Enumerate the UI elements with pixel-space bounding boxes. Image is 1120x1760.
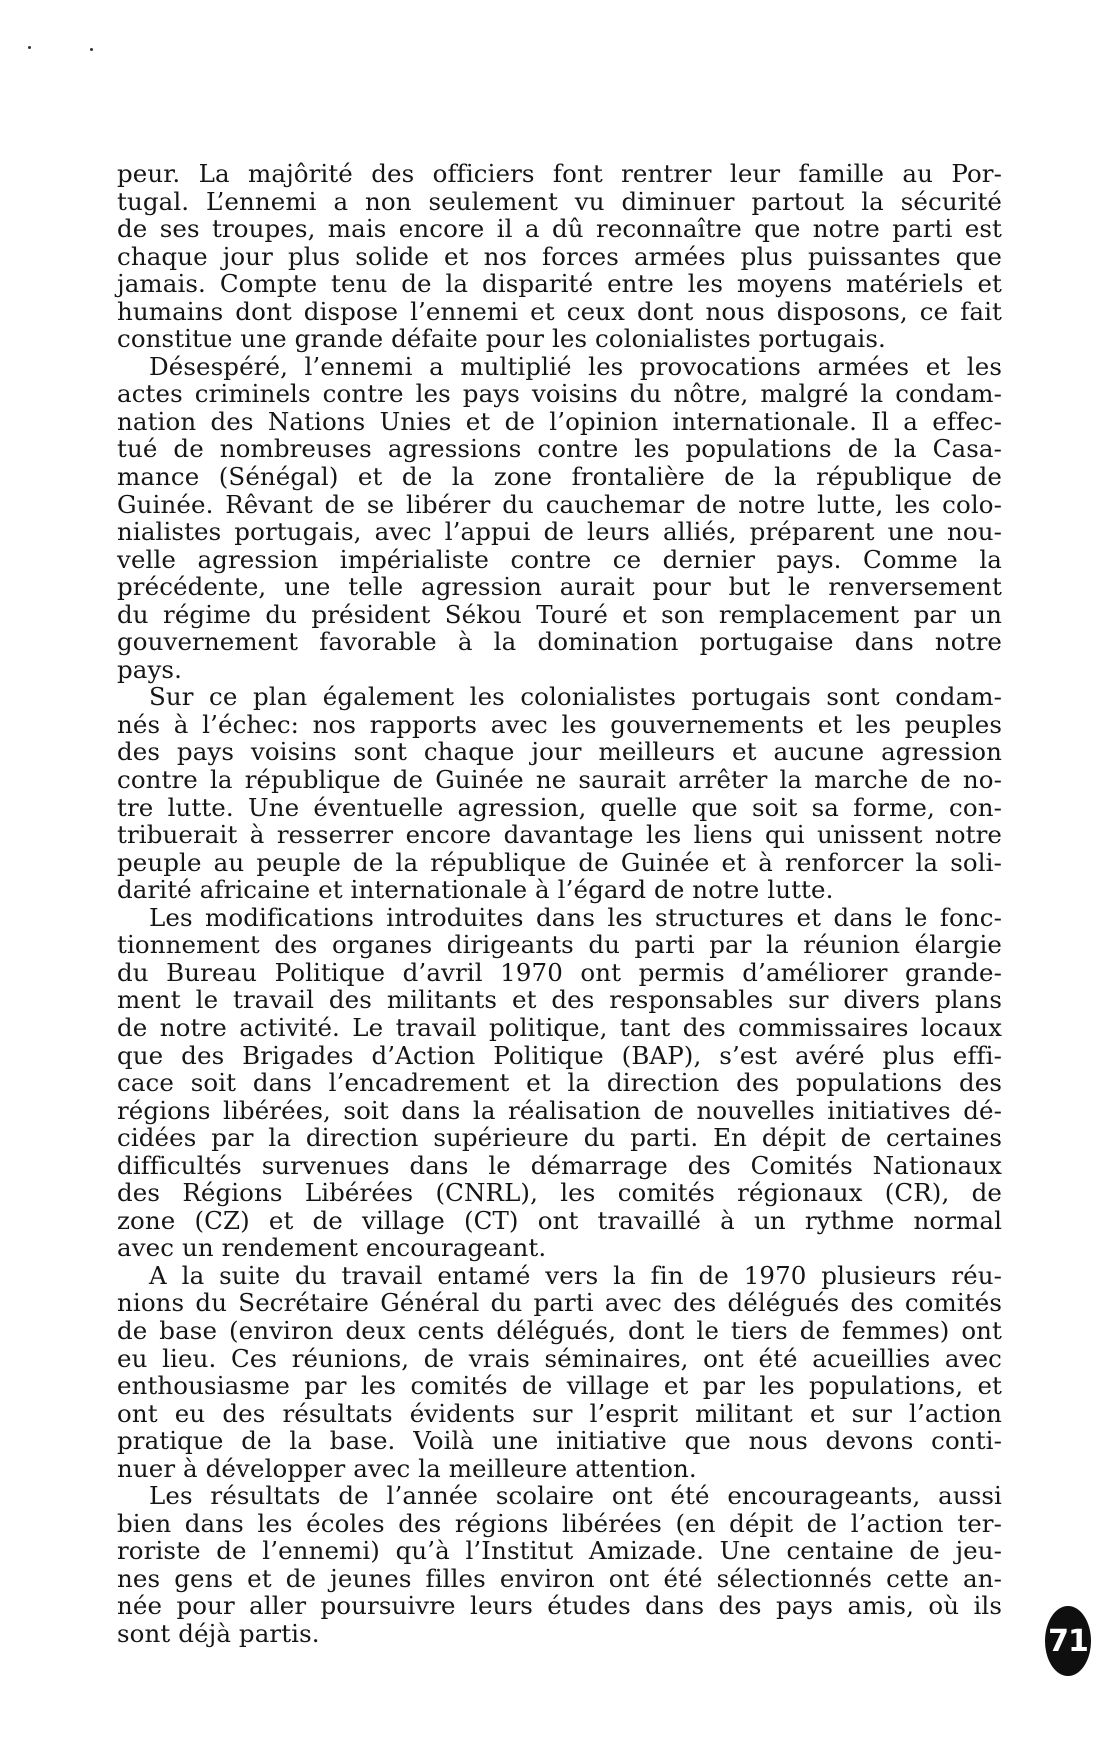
text-line: sont déjà partis.	[117, 1618, 320, 1648]
text-line: A la suite du travail entamé vers la fin de 1970 plusieurs réu-	[149, 1260, 1002, 1290]
body-text	[117, 160, 1002, 1648]
text-line: tre lutte. Une éventuelle agression, quelle que soit sa forme, con-	[117, 792, 1002, 822]
text-line: cidées par la direction supérieure du parti. En dépit de certaines	[117, 1123, 1002, 1153]
page-number-badge: 71	[1045, 1606, 1091, 1676]
text-line: Sur ce plan également les colonialistes portugais sont condam-	[149, 682, 1002, 712]
scan-speck	[90, 48, 93, 51]
text-line: nation des Nations Unies et de l’opinion internationale. Il a effec-	[117, 406, 1002, 436]
text-line: velle agression impérialiste contre ce dernier pays. Comme la	[117, 544, 1002, 574]
scan-specks	[28, 44, 128, 54]
text-line: née pour aller poursuivre leurs études dans des pays amis, où ils	[117, 1591, 1002, 1621]
text-line: peur. La majôrité des officiers font rentrer leur famille au Por-	[117, 159, 1002, 188]
text-line: nialistes portugais, avec l’appui de leurs alliés, préparent une nou-	[117, 517, 1002, 547]
text-line: du régime du président Sékou Touré et son remplacement par un	[117, 599, 1002, 629]
text-line: tribuerait à resserrer encore davantage les liens qui unissent notre	[117, 820, 1002, 850]
text-line: mance (Sénégal) et de la zone frontalière de la république de	[117, 462, 1002, 492]
text-line: pratique de la base. Voilà une initiative que nous devons conti-	[117, 1426, 1002, 1456]
text-line: Les modifications introduites dans les structures et dans le fonc-	[149, 902, 1002, 932]
text-line: pays.	[117, 654, 182, 684]
text-line: eu lieu. Ces réunions, de vrais séminaires, ont été acueillies avec	[117, 1343, 1002, 1373]
text-line: du Bureau Politique d’avril 1970 ont permis d’améliorer grande-	[117, 957, 1002, 987]
text-line: darité africaine et internationale à l’égard de notre lutte.	[117, 875, 834, 905]
text-line: de ses troupes, mais encore il a dû reconnaître que notre parti est	[117, 214, 1002, 244]
scan-speck	[28, 46, 31, 49]
text-line: Guinée. Rêvant de se libérer du cauchemar de notre lutte, les colo-	[117, 489, 1002, 519]
text-line: nuer à développer avec la meilleure attention.	[117, 1453, 697, 1483]
text-line: Désespéré, l’ennemi a multiplié les provocations armées et les	[149, 351, 1002, 381]
text-line: constitue une grande défaite pour les colonialistes portugais.	[117, 324, 886, 354]
text-line: Les résultats de l’année scolaire ont été encourageants, aussi	[149, 1481, 1002, 1511]
text-line: humains dont dispose l’ennemi et ceux dont nous disposons, ce fait	[117, 296, 1002, 326]
text-line: tugal. L’ennemi a non seulement vu diminuer partout la sécurité	[117, 186, 1002, 216]
text-line: précédente, une telle agression aurait pour but le renversement	[117, 572, 1002, 602]
text-line: roriste de l’ennemi) qu’à l’Institut Amizade. Une centaine de jeu-	[117, 1536, 1002, 1566]
text-line: des pays voisins sont chaque jour meilleurs et aucune agression	[117, 737, 1002, 767]
text-line: bien dans les écoles des régions libérées (en dépit de l’action ter-	[117, 1508, 1002, 1538]
text-line: cace soit dans l’encadrement et la direction des populations des	[117, 1068, 1002, 1098]
text-line: chaque jour plus solide et nos forces armées plus puissantes que	[117, 241, 1002, 271]
text-line: nes gens et de jeunes filles environ ont été sélectionnés cette an-	[117, 1563, 1002, 1593]
text-line: des Régions Libérées (CNRL), les comités régionaux (CR), de	[117, 1178, 1002, 1208]
text-line: jamais. Compte tenu de la disparité entre les moyens matériels et	[117, 269, 1002, 299]
text-line: contre la république de Guinée ne saurait arrêter la marche de no-	[117, 765, 1002, 795]
text-line: enthousiasme par les comités de village et par les populations, et	[117, 1371, 1002, 1401]
text-line: tionnement des organes dirigeants du parti par la réunion élargie	[117, 930, 1002, 960]
text-line: avec un rendement encourageant.	[117, 1233, 547, 1263]
text-line: actes criminels contre les pays voisins du nôtre, malgré la condam-	[117, 379, 1002, 409]
text-line: régions libérées, soit dans la réalisation de nouvelles initiatives dé-	[117, 1095, 1002, 1125]
text-line: zone (CZ) et de village (CT) ont travaillé à un rythme normal	[117, 1205, 1002, 1235]
text-line: tué de nombreuses agressions contre les populations de la Casa-	[117, 434, 1002, 464]
text-line: nés à l’échec: nos rapports avec les gouvernements et les peuples	[117, 709, 1002, 739]
text-line: de notre activité. Le travail politique, tant des commissaires locaux	[117, 1012, 1002, 1042]
text-line: de base (environ deux cents délégués, dont le tiers de femmes) ont	[117, 1315, 1002, 1345]
text-line: peuple au peuple de la république de Guinée et à renforcer la soli-	[117, 847, 1002, 877]
text-line: gouvernement favorable à la domination portugaise dans notre	[117, 627, 1002, 657]
text-line: ont eu des résultats évidents sur l’esprit militant et sur l’action	[117, 1398, 1002, 1428]
text-line: ment le travail des militants et des responsables sur divers plans	[117, 985, 1002, 1015]
text-line: nions du Secrétaire Général du parti avec des délégués des comités	[117, 1288, 1002, 1318]
text-line: difficultés survenues dans le démarrage des Comités Nationaux	[117, 1150, 1002, 1180]
text-line: que des Brigades d’Action Politique (BAP), s’est avéré plus effi-	[117, 1040, 1002, 1070]
